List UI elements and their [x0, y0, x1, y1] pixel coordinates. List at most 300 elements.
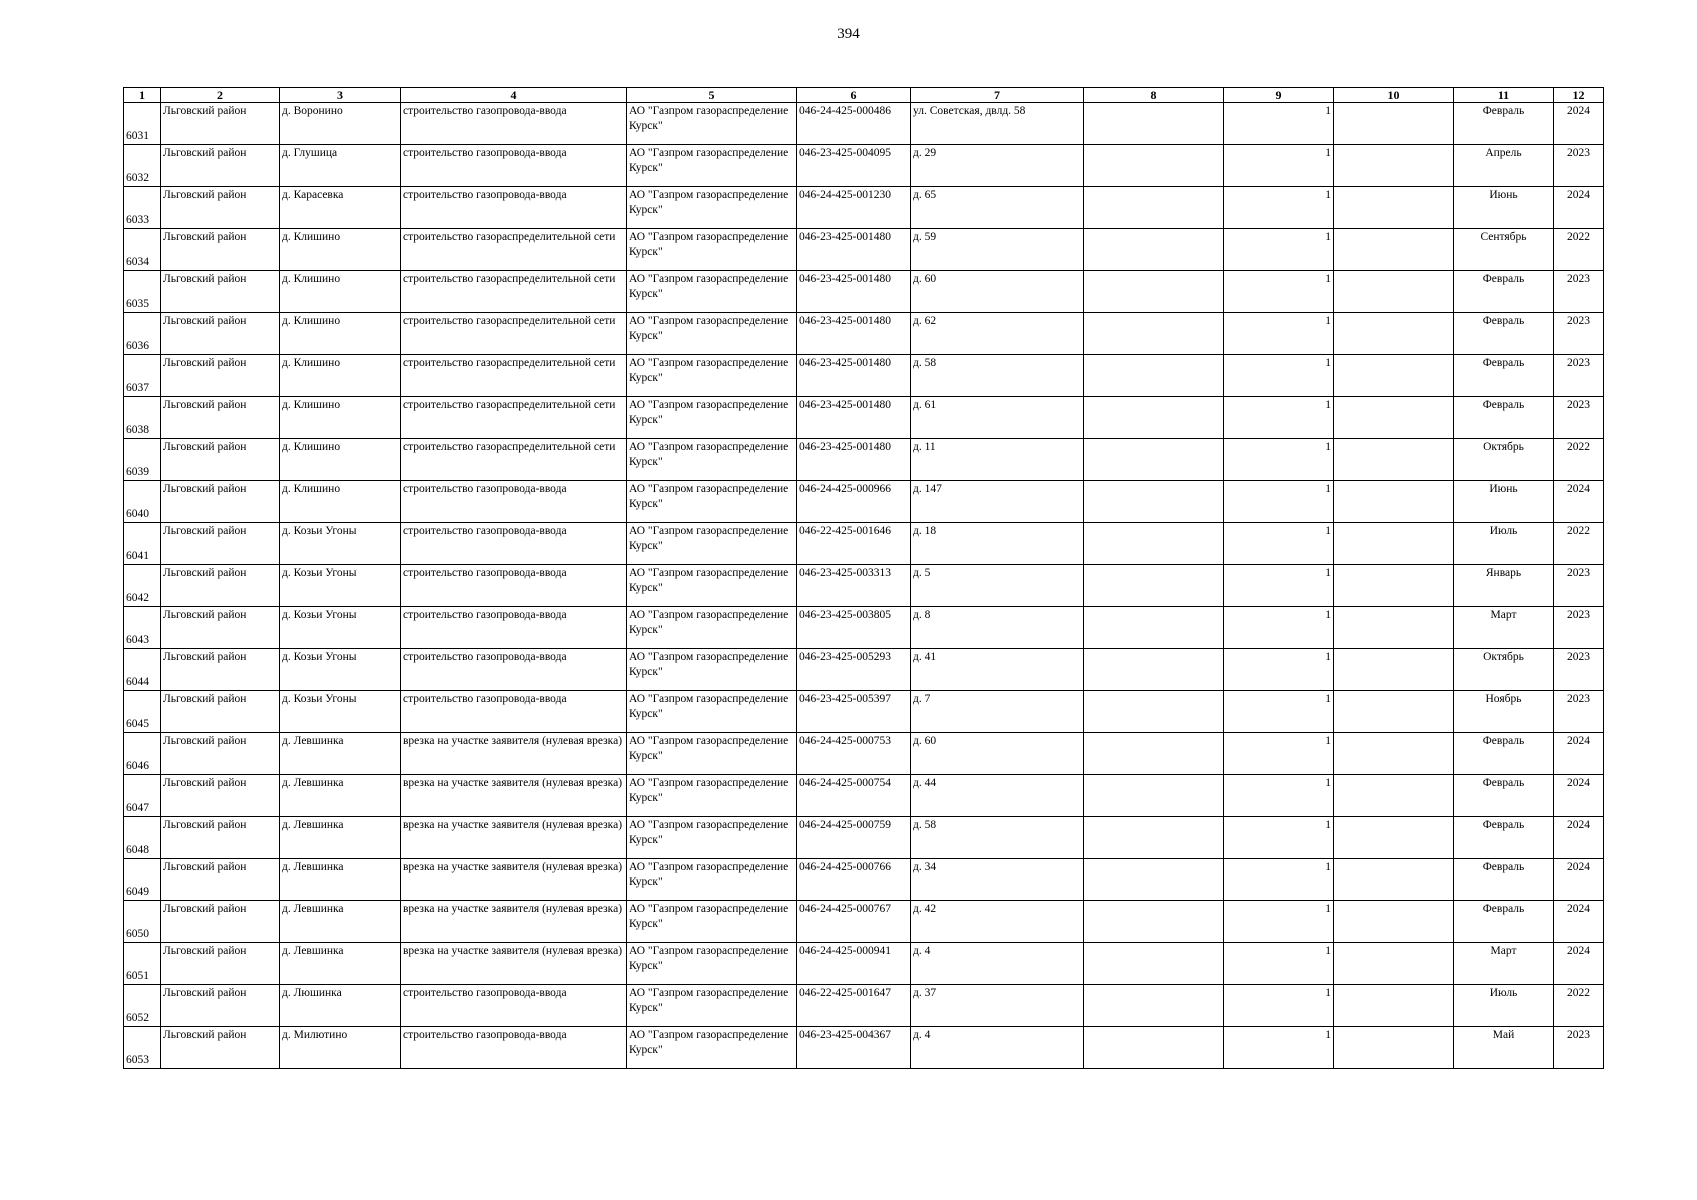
work-type-cell: строительство газопровода-ввода: [401, 565, 627, 607]
column-8-cell: [1084, 943, 1224, 985]
quantity-cell: 1: [1224, 229, 1334, 271]
month-cell: Июль: [1454, 523, 1554, 565]
work-type-cell: строительство газопровода-ввода: [401, 649, 627, 691]
quantity-cell: 1: [1224, 271, 1334, 313]
column-10-cell: [1334, 859, 1454, 901]
quantity-cell: 1: [1224, 607, 1334, 649]
column-8-cell: [1084, 271, 1224, 313]
district-cell: Льговский район: [161, 271, 280, 313]
work-type-cell: врезка на участке заявителя (нулевая врезка): [401, 817, 627, 859]
column-8-cell: [1084, 775, 1224, 817]
year-cell: 2023: [1554, 145, 1604, 187]
table-row: [124, 901, 1604, 943]
column-10-cell: [1334, 733, 1454, 775]
column-8-cell: [1084, 1027, 1224, 1069]
work-type-cell: строительство газопровода-ввода: [401, 1027, 627, 1069]
table-row: [124, 481, 1604, 523]
address-cell: д. 4: [911, 943, 1084, 985]
code-cell: 046-23-425-004095: [797, 145, 911, 187]
table-row: [124, 355, 1604, 397]
year-cell: 2024: [1554, 103, 1604, 145]
district-cell: Льговский район: [161, 607, 280, 649]
address-cell: д. 8: [911, 607, 1084, 649]
month-cell: Июнь: [1454, 481, 1554, 523]
quantity-cell: 1: [1224, 145, 1334, 187]
work-type-cell: врезка на участке заявителя (нулевая врезка): [401, 733, 627, 775]
code-cell: 046-23-425-001480: [797, 271, 911, 313]
district-cell: Льговский район: [161, 985, 280, 1027]
address-cell: д. 58: [911, 817, 1084, 859]
table-row: [124, 103, 1604, 145]
locality-cell: д. Люшинка: [280, 985, 401, 1027]
row-number-cell: 6041: [124, 523, 161, 565]
organization-cell: АО "Газпром газораспределение Курск": [627, 607, 797, 649]
code-cell: 046-24-425-000966: [797, 481, 911, 523]
year-cell: 2022: [1554, 229, 1604, 271]
address-cell: д. 5: [911, 565, 1084, 607]
year-cell: 2023: [1554, 1027, 1604, 1069]
code-cell: 046-22-425-001647: [797, 985, 911, 1027]
year-cell: 2023: [1554, 691, 1604, 733]
table-row: [124, 523, 1604, 565]
organization-cell: АО "Газпром газораспределение Курск": [627, 229, 797, 271]
table-row: [124, 229, 1604, 271]
month-cell: Июль: [1454, 985, 1554, 1027]
code-cell: 046-24-425-001230: [797, 187, 911, 229]
organization-cell: АО "Газпром газораспределение Курск": [627, 103, 797, 145]
month-cell: Октябрь: [1454, 649, 1554, 691]
column-header: 2: [161, 88, 280, 103]
organization-cell: АО "Газпром газораспределение Курск": [627, 439, 797, 481]
district-cell: Льговский район: [161, 187, 280, 229]
organization-cell: АО "Газпром газораспределение Курск": [627, 691, 797, 733]
work-type-cell: врезка на участке заявителя (нулевая врезка): [401, 901, 627, 943]
table-row: [124, 817, 1604, 859]
code-cell: 046-24-425-000753: [797, 733, 911, 775]
code-cell: 046-24-425-000767: [797, 901, 911, 943]
table-row: [124, 145, 1604, 187]
district-cell: Льговский район: [161, 397, 280, 439]
row-number-cell: 6048: [124, 817, 161, 859]
address-cell: д. 42: [911, 901, 1084, 943]
work-type-cell: строительство газораспределительной сети: [401, 313, 627, 355]
locality-cell: д. Козьи Угоны: [280, 691, 401, 733]
organization-cell: АО "Газпром газораспределение Курск": [627, 733, 797, 775]
locality-cell: д. Глушица: [280, 145, 401, 187]
quantity-cell: 1: [1224, 859, 1334, 901]
table-row: [124, 859, 1604, 901]
district-cell: Льговский район: [161, 943, 280, 985]
year-cell: 2022: [1554, 985, 1604, 1027]
locality-cell: д. Левшинка: [280, 943, 401, 985]
column-8-cell: [1084, 607, 1224, 649]
code-cell: 046-24-425-000759: [797, 817, 911, 859]
district-cell: Льговский район: [161, 691, 280, 733]
district-cell: Льговский район: [161, 103, 280, 145]
row-number-cell: 6053: [124, 1027, 161, 1069]
month-cell: Июнь: [1454, 187, 1554, 229]
quantity-cell: 1: [1224, 439, 1334, 481]
column-8-cell: [1084, 817, 1224, 859]
row-number-cell: 6046: [124, 733, 161, 775]
organization-cell: АО "Газпром газораспределение Курск": [627, 775, 797, 817]
month-cell: Март: [1454, 607, 1554, 649]
column-10-cell: [1334, 649, 1454, 691]
row-number-cell: 6047: [124, 775, 161, 817]
column-8-cell: [1084, 439, 1224, 481]
table-row: [124, 733, 1604, 775]
month-cell: Февраль: [1454, 313, 1554, 355]
table-row: [124, 775, 1604, 817]
organization-cell: АО "Газпром газораспределение Курск": [627, 481, 797, 523]
month-cell: Февраль: [1454, 733, 1554, 775]
month-cell: Февраль: [1454, 775, 1554, 817]
month-cell: Февраль: [1454, 901, 1554, 943]
year-cell: 2022: [1554, 523, 1604, 565]
district-cell: Льговский район: [161, 901, 280, 943]
work-type-cell: строительство газопровода-ввода: [401, 481, 627, 523]
year-cell: 2024: [1554, 943, 1604, 985]
address-cell: д. 18: [911, 523, 1084, 565]
district-cell: Льговский район: [161, 523, 280, 565]
year-cell: 2024: [1554, 859, 1604, 901]
address-cell: д. 41: [911, 649, 1084, 691]
column-8-cell: [1084, 859, 1224, 901]
month-cell: Февраль: [1454, 355, 1554, 397]
work-type-cell: строительство газораспределительной сети: [401, 439, 627, 481]
table-row: [124, 439, 1604, 481]
month-cell: Февраль: [1454, 103, 1554, 145]
quantity-cell: 1: [1224, 733, 1334, 775]
month-cell: Октябрь: [1454, 439, 1554, 481]
district-cell: Льговский район: [161, 229, 280, 271]
column-8-cell: [1084, 397, 1224, 439]
district-cell: Льговский район: [161, 439, 280, 481]
column-10-cell: [1334, 187, 1454, 229]
district-cell: Льговский район: [161, 733, 280, 775]
quantity-cell: 1: [1224, 103, 1334, 145]
locality-cell: д. Левшинка: [280, 775, 401, 817]
row-number-cell: 6032: [124, 145, 161, 187]
table-row: [124, 691, 1604, 733]
registry-table: [123, 87, 1604, 1069]
row-number-cell: 6044: [124, 649, 161, 691]
address-cell: д. 60: [911, 733, 1084, 775]
column-10-cell: [1334, 271, 1454, 313]
column-8-cell: [1084, 229, 1224, 271]
locality-cell: д. Левшинка: [280, 859, 401, 901]
table-row: [124, 1027, 1604, 1069]
quantity-cell: 1: [1224, 523, 1334, 565]
organization-cell: АО "Газпром газораспределение Курск": [627, 1027, 797, 1069]
address-cell: д. 61: [911, 397, 1084, 439]
code-cell: 046-23-425-003805: [797, 607, 911, 649]
work-type-cell: строительство газопровода-ввода: [401, 187, 627, 229]
work-type-cell: строительство газораспределительной сети: [401, 355, 627, 397]
row-number-cell: 6042: [124, 565, 161, 607]
organization-cell: АО "Газпром газораспределение Курск": [627, 943, 797, 985]
quantity-cell: 1: [1224, 649, 1334, 691]
district-cell: Льговский район: [161, 859, 280, 901]
column-header: 5: [627, 88, 797, 103]
work-type-cell: строительство газопровода-ввода: [401, 607, 627, 649]
district-cell: Льговский район: [161, 775, 280, 817]
organization-cell: АО "Газпром газораспределение Курск": [627, 187, 797, 229]
address-cell: д. 11: [911, 439, 1084, 481]
code-cell: 046-23-425-001480: [797, 229, 911, 271]
year-cell: 2024: [1554, 481, 1604, 523]
district-cell: Льговский район: [161, 313, 280, 355]
month-cell: Март: [1454, 943, 1554, 985]
locality-cell: д. Клишино: [280, 355, 401, 397]
month-cell: Сентябрь: [1454, 229, 1554, 271]
work-type-cell: строительство газораспределительной сети: [401, 397, 627, 439]
table-row: [124, 565, 1604, 607]
locality-cell: д. Милютино: [280, 1027, 401, 1069]
year-cell: 2023: [1554, 355, 1604, 397]
locality-cell: д. Карасевка: [280, 187, 401, 229]
district-cell: Льговский район: [161, 1027, 280, 1069]
column-header: 4: [401, 88, 627, 103]
column-8-cell: [1084, 691, 1224, 733]
column-8-cell: [1084, 103, 1224, 145]
organization-cell: АО "Газпром газораспределение Курск": [627, 523, 797, 565]
column-10-cell: [1334, 943, 1454, 985]
row-number-cell: 6031: [124, 103, 161, 145]
column-8-cell: [1084, 481, 1224, 523]
district-cell: Льговский район: [161, 649, 280, 691]
month-cell: Февраль: [1454, 859, 1554, 901]
quantity-cell: 1: [1224, 313, 1334, 355]
organization-cell: АО "Газпром газораспределение Курск": [627, 313, 797, 355]
month-cell: Ноябрь: [1454, 691, 1554, 733]
work-type-cell: строительство газопровода-ввода: [401, 523, 627, 565]
year-cell: 2024: [1554, 733, 1604, 775]
column-10-cell: [1334, 145, 1454, 187]
organization-cell: АО "Газпром газораспределение Курск": [627, 649, 797, 691]
column-10-cell: [1334, 775, 1454, 817]
year-cell: 2023: [1554, 565, 1604, 607]
locality-cell: д. Клишино: [280, 313, 401, 355]
organization-cell: АО "Газпром газораспределение Курск": [627, 901, 797, 943]
quantity-cell: 1: [1224, 1027, 1334, 1069]
table-row: [124, 313, 1604, 355]
code-cell: 046-24-425-000754: [797, 775, 911, 817]
code-cell: 046-23-425-004367: [797, 1027, 911, 1069]
column-8-cell: [1084, 145, 1224, 187]
column-header: 8: [1084, 88, 1224, 103]
locality-cell: д. Клишино: [280, 397, 401, 439]
organization-cell: АО "Газпром газораспределение Курск": [627, 859, 797, 901]
address-cell: д. 65: [911, 187, 1084, 229]
work-type-cell: врезка на участке заявителя (нулевая врезка): [401, 775, 627, 817]
district-cell: Льговский район: [161, 355, 280, 397]
table-row: [124, 187, 1604, 229]
work-type-cell: строительство газопровода-ввода: [401, 691, 627, 733]
column-header: 12: [1554, 88, 1604, 103]
month-cell: Май: [1454, 1027, 1554, 1069]
month-cell: Январь: [1454, 565, 1554, 607]
address-cell: ул. Советская, двлд. 58: [911, 103, 1084, 145]
quantity-cell: 1: [1224, 565, 1334, 607]
work-type-cell: врезка на участке заявителя (нулевая врезка): [401, 943, 627, 985]
year-cell: 2023: [1554, 397, 1604, 439]
row-number-cell: 6036: [124, 313, 161, 355]
code-cell: 046-23-425-005293: [797, 649, 911, 691]
district-cell: Льговский район: [161, 145, 280, 187]
work-type-cell: строительство газопровода-ввода: [401, 985, 627, 1027]
quantity-cell: 1: [1224, 481, 1334, 523]
locality-cell: д. Козьи Угоны: [280, 649, 401, 691]
code-cell: 046-23-425-001480: [797, 397, 911, 439]
column-10-cell: [1334, 691, 1454, 733]
row-number-cell: 6050: [124, 901, 161, 943]
column-8-cell: [1084, 985, 1224, 1027]
quantity-cell: 1: [1224, 943, 1334, 985]
code-cell: 046-23-425-001480: [797, 313, 911, 355]
quantity-cell: 1: [1224, 187, 1334, 229]
organization-cell: АО "Газпром газораспределение Курск": [627, 271, 797, 313]
column-8-cell: [1084, 355, 1224, 397]
year-cell: 2024: [1554, 901, 1604, 943]
address-cell: д. 58: [911, 355, 1084, 397]
quantity-cell: 1: [1224, 397, 1334, 439]
year-cell: 2024: [1554, 187, 1604, 229]
row-number-cell: 6034: [124, 229, 161, 271]
district-cell: Льговский район: [161, 481, 280, 523]
quantity-cell: 1: [1224, 355, 1334, 397]
table-row: [124, 607, 1604, 649]
row-number-cell: 6049: [124, 859, 161, 901]
month-cell: Февраль: [1454, 397, 1554, 439]
quantity-cell: 1: [1224, 901, 1334, 943]
organization-cell: АО "Газпром газораспределение Курск": [627, 565, 797, 607]
organization-cell: АО "Газпром газораспределение Курск": [627, 985, 797, 1027]
row-number-cell: 6039: [124, 439, 161, 481]
row-number-cell: 6035: [124, 271, 161, 313]
row-number-cell: 6052: [124, 985, 161, 1027]
month-cell: Апрель: [1454, 145, 1554, 187]
column-10-cell: [1334, 355, 1454, 397]
work-type-cell: строительство газораспределительной сети: [401, 271, 627, 313]
locality-cell: д. Воронино: [280, 103, 401, 145]
month-cell: Февраль: [1454, 271, 1554, 313]
column-header: 1: [124, 88, 161, 103]
table-row: [124, 985, 1604, 1027]
table-body: [124, 103, 1604, 1069]
locality-cell: д. Козьи Угоны: [280, 565, 401, 607]
column-10-cell: [1334, 397, 1454, 439]
row-number-cell: 6043: [124, 607, 161, 649]
row-number-cell: 6040: [124, 481, 161, 523]
column-header: 7: [911, 88, 1084, 103]
column-header: 6: [797, 88, 911, 103]
locality-cell: д. Клишино: [280, 229, 401, 271]
column-8-cell: [1084, 313, 1224, 355]
organization-cell: АО "Газпром газораспределение Курск": [627, 817, 797, 859]
address-cell: д. 60: [911, 271, 1084, 313]
address-cell: д. 59: [911, 229, 1084, 271]
district-cell: Льговский район: [161, 565, 280, 607]
address-cell: д. 34: [911, 859, 1084, 901]
column-10-cell: [1334, 817, 1454, 859]
year-cell: 2023: [1554, 313, 1604, 355]
work-type-cell: строительство газопровода-ввода: [401, 145, 627, 187]
quantity-cell: 1: [1224, 775, 1334, 817]
row-number-cell: 6037: [124, 355, 161, 397]
code-cell: 046-23-425-001480: [797, 355, 911, 397]
column-header: 9: [1224, 88, 1334, 103]
address-cell: д. 37: [911, 985, 1084, 1027]
column-10-cell: [1334, 1027, 1454, 1069]
row-number-cell: 6051: [124, 943, 161, 985]
row-number-cell: 6045: [124, 691, 161, 733]
page-number: 394: [837, 26, 860, 42]
row-number-cell: 6033: [124, 187, 161, 229]
column-10-cell: [1334, 565, 1454, 607]
organization-cell: АО "Газпром газораспределение Курск": [627, 145, 797, 187]
year-cell: 2023: [1554, 607, 1604, 649]
month-cell: Февраль: [1454, 817, 1554, 859]
column-8-cell: [1084, 565, 1224, 607]
code-cell: 046-22-425-001646: [797, 523, 911, 565]
table-row: [124, 271, 1604, 313]
year-cell: 2022: [1554, 439, 1604, 481]
code-cell: 046-24-425-000486: [797, 103, 911, 145]
district-cell: Льговский район: [161, 817, 280, 859]
address-cell: д. 29: [911, 145, 1084, 187]
column-8-cell: [1084, 901, 1224, 943]
work-type-cell: врезка на участке заявителя (нулевая врезка): [401, 859, 627, 901]
column-8-cell: [1084, 187, 1224, 229]
row-number-cell: 6038: [124, 397, 161, 439]
organization-cell: АО "Газпром газораспределение Курск": [627, 397, 797, 439]
address-cell: д. 4: [911, 1027, 1084, 1069]
locality-cell: д. Клишино: [280, 439, 401, 481]
year-cell: 2023: [1554, 271, 1604, 313]
code-cell: 046-23-425-001480: [797, 439, 911, 481]
address-cell: д. 62: [911, 313, 1084, 355]
year-cell: 2024: [1554, 775, 1604, 817]
code-cell: 046-23-425-005397: [797, 691, 911, 733]
column-10-cell: [1334, 607, 1454, 649]
column-header: 3: [280, 88, 401, 103]
code-cell: 046-24-425-000766: [797, 859, 911, 901]
locality-cell: д. Клишино: [280, 481, 401, 523]
column-8-cell: [1084, 523, 1224, 565]
column-10-cell: [1334, 313, 1454, 355]
year-cell: 2024: [1554, 817, 1604, 859]
table-row: [124, 943, 1604, 985]
locality-cell: д. Клишино: [280, 271, 401, 313]
code-cell: 046-23-425-003313: [797, 565, 911, 607]
column-8-cell: [1084, 649, 1224, 691]
table-row: [124, 397, 1604, 439]
organization-cell: АО "Газпром газораспределение Курск": [627, 355, 797, 397]
locality-cell: д. Левшинка: [280, 733, 401, 775]
column-header: 10: [1334, 88, 1454, 103]
column-10-cell: [1334, 523, 1454, 565]
column-8-cell: [1084, 733, 1224, 775]
column-10-cell: [1334, 229, 1454, 271]
locality-cell: д. Козьи Угоны: [280, 607, 401, 649]
year-cell: 2023: [1554, 649, 1604, 691]
locality-cell: д. Козьи Угоны: [280, 523, 401, 565]
column-10-cell: [1334, 901, 1454, 943]
quantity-cell: 1: [1224, 817, 1334, 859]
column-10-cell: [1334, 481, 1454, 523]
work-type-cell: строительство газораспределительной сети: [401, 229, 627, 271]
